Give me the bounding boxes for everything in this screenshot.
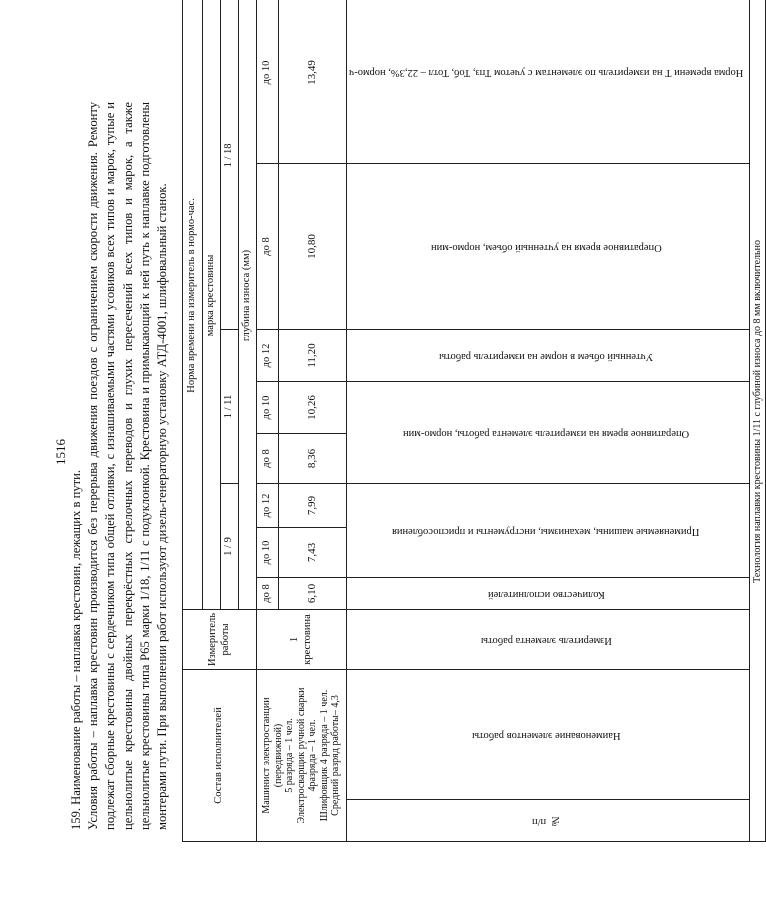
- brand-header-cell: [203, 0, 221, 609]
- col-num-header: № п/п: [532, 815, 561, 827]
- col-meter-header: Измеритель элемента работы: [480, 634, 612, 646]
- norm-value-cell: [279, 433, 347, 483]
- crew-line: Средний разряд работы– 4,3: [330, 695, 342, 816]
- col-oper-volume-header: Оперативное время на учтенный объем, нормо-мин: [430, 241, 662, 253]
- meter-header: Измеритель работы: [207, 612, 231, 667]
- norm-value: 6,10: [306, 583, 319, 604]
- norm-value-cell: [279, 329, 347, 381]
- depth-cell: [257, 329, 279, 381]
- col-norm-header: Норма времени Т на измеритель по элементам с учетом Тпз, Тоб, Тотл – 22,3%, нормо-ч: [349, 67, 744, 79]
- col-name-header: Наименование элементов работы: [471, 729, 621, 741]
- crew-header-cell: [183, 669, 257, 841]
- depth-cell: [257, 483, 279, 527]
- brand-19: 1 / 9: [223, 537, 235, 556]
- norm-header-cell: [183, 0, 203, 609]
- col-name-cell: [347, 669, 750, 799]
- meter-header-cell: [183, 609, 257, 669]
- col-count-cell: [347, 577, 750, 609]
- crew-header: Состав исполнителей: [213, 707, 225, 804]
- depth-label: до 8: [261, 237, 273, 256]
- depth-label: до 10: [261, 395, 273, 420]
- crew-line: Электросварщик ручной сварки: [295, 687, 307, 824]
- meter-value: 1 крестовина: [289, 614, 313, 665]
- norms-table: [182, 0, 766, 842]
- col-norm-cell: [347, 0, 750, 163]
- depth-cell: [257, 433, 279, 483]
- tech-row-cell: [750, 0, 766, 842]
- brand-111: 1 / 11: [223, 394, 235, 419]
- depth-cell: [257, 0, 279, 163]
- norm-value-cell: [279, 527, 347, 577]
- wear-header-cell: [239, 0, 257, 609]
- norm-value-cell: [279, 483, 347, 527]
- wear-header: глубина износа (мм): [241, 249, 253, 342]
- norm-value-cell: [279, 381, 347, 433]
- depth-label: до 12: [261, 343, 273, 368]
- norm-value: 10,26: [306, 395, 319, 420]
- depth-label: до 10: [261, 540, 273, 565]
- col-machines-header: Применяемые машины, механизмы, инструменты и приспособления: [392, 525, 700, 537]
- depth-label: до 8: [261, 584, 273, 603]
- depth-label: до 12: [261, 493, 273, 518]
- col-num-cell: [347, 800, 750, 842]
- crew-line: Машинист электростанции (передвижной): [261, 697, 284, 814]
- crew-line: Шлифовщик 4 разряда – 1 чел.: [318, 689, 330, 822]
- brand-118: 1 / 18: [223, 143, 235, 168]
- brand-19-cell: [221, 483, 239, 609]
- brand-header: марка крестовины: [205, 254, 217, 337]
- norm-value: 13,49: [306, 60, 319, 85]
- depth-cell: [257, 527, 279, 577]
- col-count-header: Количество исполнителей: [487, 588, 605, 600]
- col-volume-cell: [347, 329, 750, 381]
- norm-header: Норма времени на измеритель в нормо-час.: [186, 198, 198, 393]
- norm-value-cell: [279, 0, 347, 163]
- col-oper-volume-cell: [347, 163, 750, 329]
- norm-value: 7,99: [306, 495, 319, 516]
- brand-111-cell: [221, 329, 239, 483]
- page-body: [64, 60, 764, 842]
- tech-row-label: Технология наплавки крестовины 1/11 с глубиной износа до 8 мм включительно: [752, 240, 764, 583]
- crew-cell: [257, 669, 347, 841]
- depth-label: до 10: [261, 60, 273, 85]
- col-oper-time-header: Оперативное время на измеритель элемента работы, нормо-мин: [403, 427, 690, 439]
- intro-paragraph: [68, 102, 171, 830]
- col-volume-header: Учтенный объем в норме на измеритель работы: [439, 350, 654, 362]
- rotated-page-content: [64, 60, 764, 842]
- crew-line: 5 разряда – 1 чел.: [284, 718, 296, 793]
- norm-value: 10,80: [306, 234, 319, 259]
- norm-value-cell: [279, 577, 347, 609]
- work-conditions: Условия работы – наплавка крестовин производится без перерыва движения поездов с ограничением скорости движения. Ремонту подлежат сборные крестовины с сердечником типа общей отливки, с изнашиваемыми частями усовиков всех типов и марок, тупые и цельнолитые крестовины двойных перекрёстных стрелочных переводов и глухих пересечений всех типов и марок, а также цельнолитые крестовины типа Р65 марки 1/18, 1/11 с подуклонкой. Крестовина и примыкающий к ней путь к наплавке подготовлены монтерами пути. При выполнении работ используют дизель-генераторную установку АТД-4001, шлифовальный станок.: [86, 102, 170, 830]
- norm-value: 8,36: [306, 448, 319, 469]
- work-title-line: 159. Наименование работы – наплавка крестовин, лежащих в пути.: [69, 469, 83, 830]
- depth-cell: [257, 577, 279, 609]
- depth-cell: [257, 163, 279, 329]
- meter-value-cell: [257, 609, 347, 669]
- norm-value-cell: [279, 163, 347, 329]
- col-machines-cell: [347, 483, 750, 577]
- page-number: 1516: [53, 439, 68, 465]
- brand-118-cell: [221, 0, 239, 329]
- norm-value: 7,43: [306, 542, 319, 563]
- depth-cell: [257, 381, 279, 433]
- norm-value: 11,20: [306, 343, 319, 368]
- crew-line: 4разряда – 1 чел.: [307, 719, 319, 792]
- col-meter-cell: [347, 609, 750, 669]
- col-oper-time-cell: [347, 381, 750, 483]
- depth-label: до 8: [261, 449, 273, 468]
